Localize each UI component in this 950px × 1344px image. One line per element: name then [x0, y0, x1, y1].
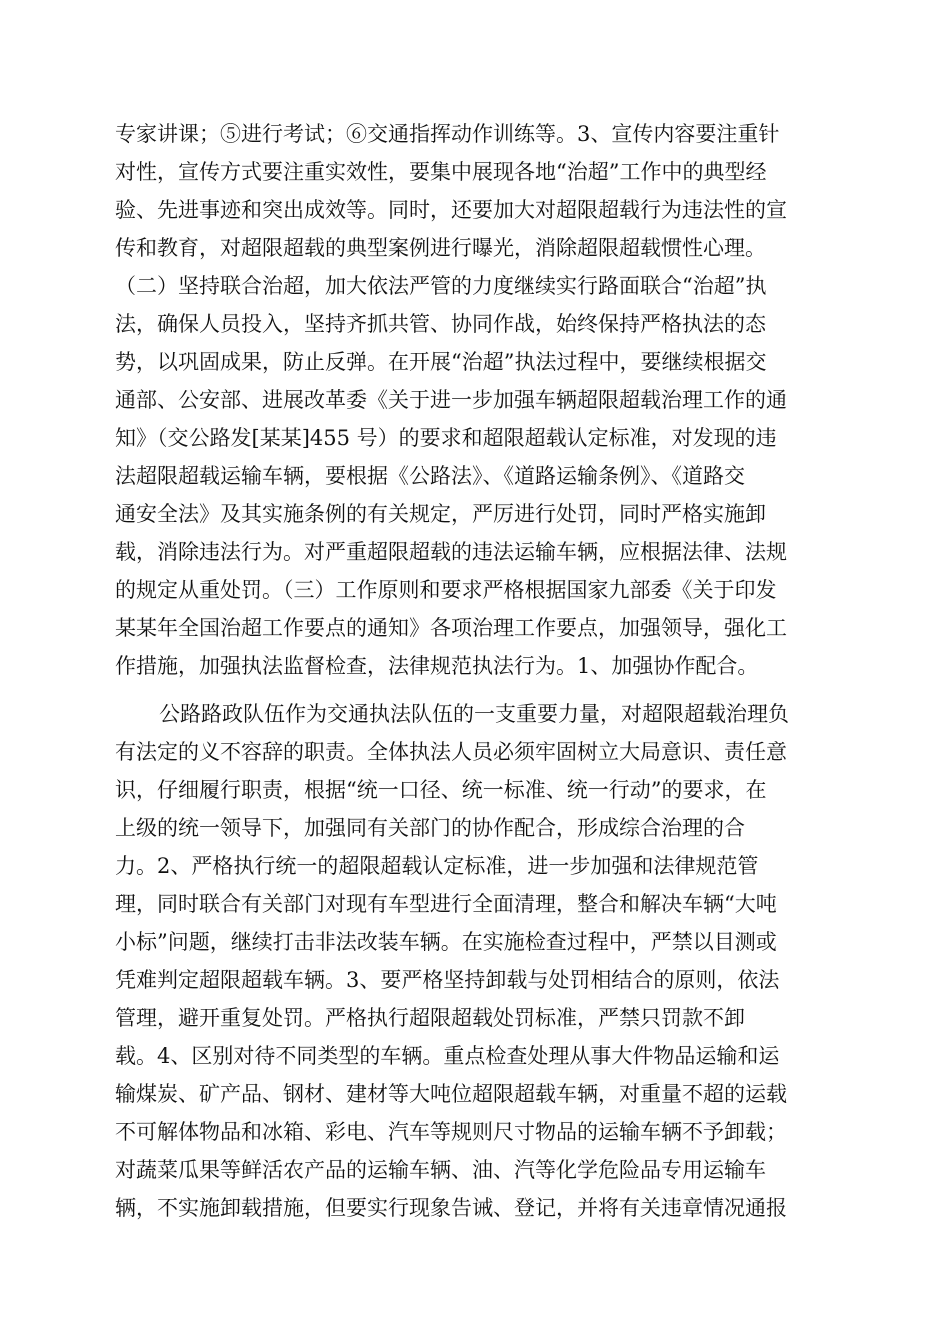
text-line: 小标”问题，继续打击非法改装车辆。在实施检查过程中，严禁以目测或 — [115, 930, 777, 954]
text-line: 公路路政队伍作为交通执法队伍的一支重要力量，对超限超载治理负 — [159, 702, 789, 726]
text-line: 作措施，加强执法监督检查，法律规范执法行为。1、加强协作配合。 — [115, 654, 759, 678]
text-line: 凭难判定超限超载车辆。3、要严格坚持卸载与处罚相结合的原则，依法 — [115, 968, 780, 992]
text-line: 通安全法》及其实施条例的有关规定，严厉进行处罚，同时严格实施卸 — [115, 502, 766, 526]
paragraph-2 — [115, 695, 835, 1227]
text-line: 专家讲课；⑤进行考试；⑥交通指挥动作训练等。3、宣传内容要注重针 — [115, 122, 780, 146]
text-line: 不可解体物品和冰箱、彩电、汽车等规则尺寸物品的运输车辆不予卸载； — [115, 1120, 787, 1144]
text-line: 力。2、严格执行统一的超限超载认定标准，进一步加强和法律规范管 — [115, 854, 759, 878]
paragraph-1 — [115, 115, 835, 685]
text-line: 识，仔细履行职责，根据“统一口径、统一标准、统一行动”的要求，在 — [115, 778, 767, 802]
text-line: 传和教育，对超限超载的典型案例进行曝光，消除超限超载惯性心理。 — [115, 236, 766, 260]
text-line: 法超限超载运输车辆，要根据《公路法》、《道路运输条例》、《道路交 — [115, 464, 745, 488]
text-line: 管理，避开重复处罚。严格执行超限超载处罚标准，严禁只罚款不卸 — [115, 1006, 745, 1030]
text-line: 验、先进事迹和突出成效等。同时，还要加大对超限超载行为违法性的宣 — [115, 198, 787, 222]
text-line: 有法定的义不容辞的职责。全体执法人员必须牢固树立大局意识、责任意 — [115, 740, 787, 764]
text-line: 某某年全国治超工作要点的通知》各项治理工作要点，加强领导，强化工 — [115, 616, 787, 640]
text-line: 载，消除违法行为。对严重超限超载的违法运输车辆，应根据法律、法规 — [115, 540, 787, 564]
text-line: 理，同时联合有关部门对现有车型进行全面清理，整合和解决车辆“大吨 — [115, 892, 777, 916]
text-line: 对性，宣传方式要注重实效性，要集中展现各地“治超”工作中的典型经 — [115, 160, 767, 184]
text-line: 的规定从重处罚。（三）工作原则和要求严格根据国家九部委《关于印发 — [115, 578, 777, 602]
text-line: 上级的统一领导下，加强同有关部门的协作配合，形成综合治理的合 — [115, 816, 745, 840]
text-line: 辆，不实施卸载措施，但要实行现象告诫、登记，并将有关违章情况通报 — [115, 1196, 787, 1220]
text-line: 通部、公安部、进展改革委《关于进一步加强车辆超限超载治理工作的通 — [115, 388, 787, 412]
text-line: 法，确保人员投入，坚持齐抓共管、协同作战，始终保持严格执法的态 — [115, 312, 766, 336]
text-line: 对蔬菜瓜果等鲜活农产品的运输车辆、油、汽等化学危险品专用运输车 — [115, 1158, 766, 1182]
text-line: 知》（交公路发[某某]455 号）的要求和超限超载认定标准，对发现的违 — [115, 426, 777, 450]
text-line: 输煤炭、矿产品、钢材、建材等大吨位超限超载车辆，对重量不超的运载 — [115, 1082, 787, 1106]
text-line: （二）坚持联合治超，加大依法严管的力度继续实行路面联合“治超”执 — [115, 274, 767, 298]
text-line: 势，以巩固成果，防止反弹。在开展“治超”执法过程中，要继续根据交 — [115, 350, 767, 374]
text-line: 载。4、区别对待不同类型的车辆。重点检查处理从事大件物品运输和运 — [115, 1044, 780, 1068]
